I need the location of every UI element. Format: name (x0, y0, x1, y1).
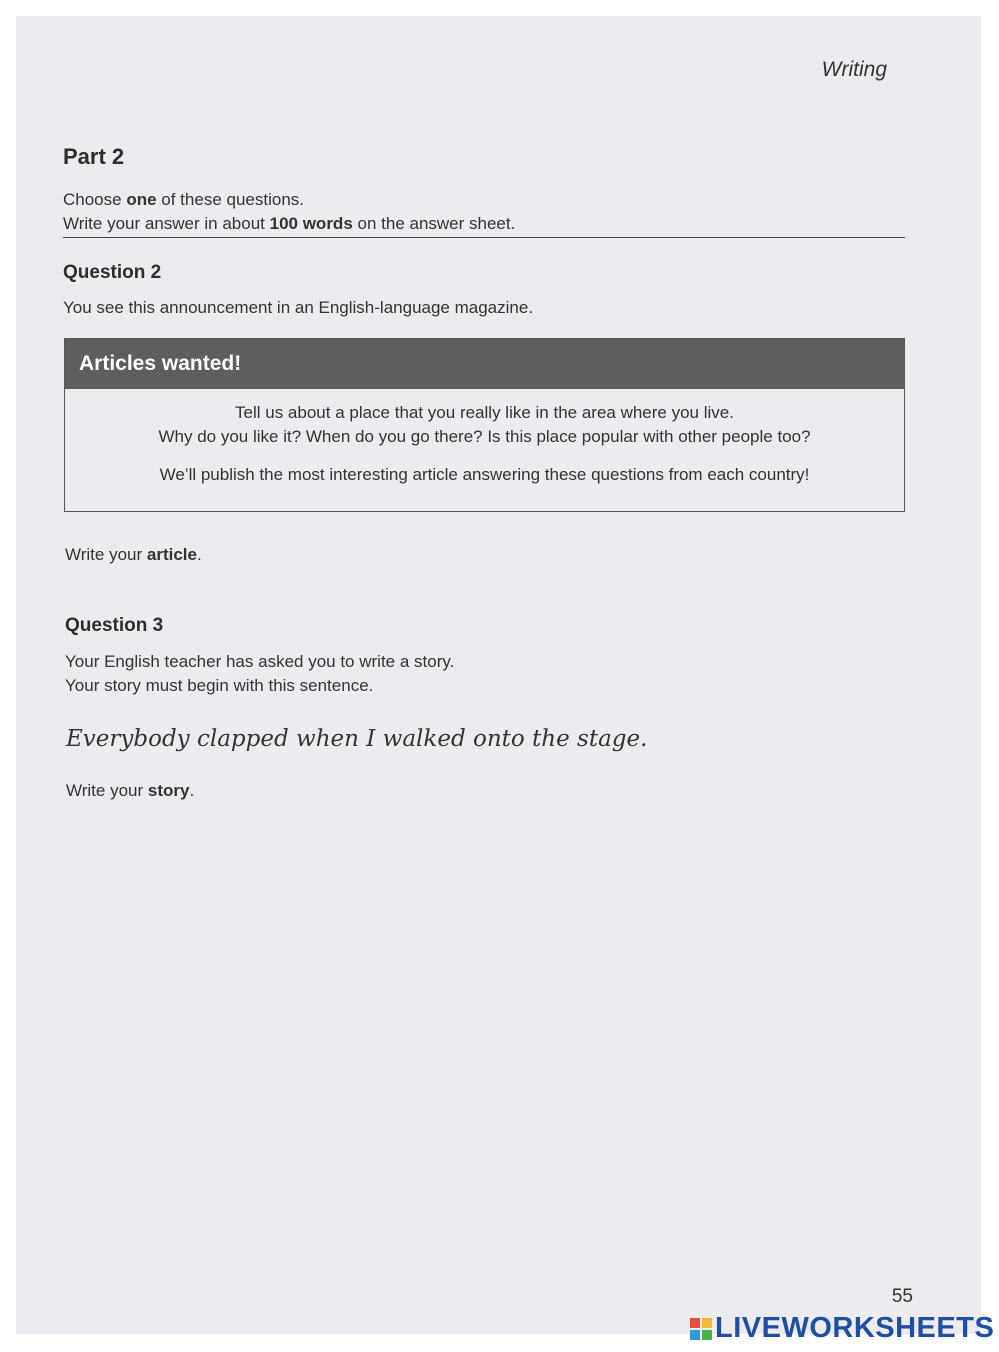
instruction-line-2: Write your answer in about 100 words on the answer sheet. (63, 214, 516, 233)
worksheet-page (16, 16, 981, 1334)
question-3-instructions (65, 650, 454, 698)
announcement-body (65, 389, 904, 487)
question-3-line-2: Your story must begin with this sentence. (65, 676, 374, 695)
question-2-intro: You see this announcement in an English-language magazine. (63, 298, 534, 317)
part-title: Part 2 (63, 144, 125, 169)
question-2-task: Write your article. (65, 545, 202, 564)
question-2-title: Question 2 (63, 262, 162, 283)
divider (63, 237, 905, 238)
announcement-heading: Articles wanted! (65, 339, 904, 389)
story-opening-sentence: Everybody clapped when I walked onto the stage. (66, 726, 648, 752)
part-instructions (63, 188, 515, 236)
section-header: Writing (821, 58, 887, 81)
question-3-task: Write your story. (66, 781, 195, 800)
announcement-line-2: Why do you like it? When do you go there? Is this place popular with other people too? (158, 427, 811, 446)
question-3-title: Question 3 (65, 615, 164, 636)
page-number: 55 (891, 1286, 913, 1307)
liveworksheets-brand[interactable] (690, 1312, 994, 1345)
instruction-line-1: Choose one of these questions. (63, 190, 304, 209)
announcement-box (64, 338, 905, 512)
announcement-line-1: Tell us about a place that you really like in the area where you live. (235, 403, 734, 422)
question-3-line-1: Your English teacher has asked you to write a story. (65, 652, 455, 671)
liveworksheets-logo-icon (690, 1318, 712, 1340)
brand-name: LIVEWORKSHEETS (715, 1312, 995, 1344)
announcement-line-3: We’ll publish the most interesting article answering these questions from each country! (159, 465, 810, 484)
